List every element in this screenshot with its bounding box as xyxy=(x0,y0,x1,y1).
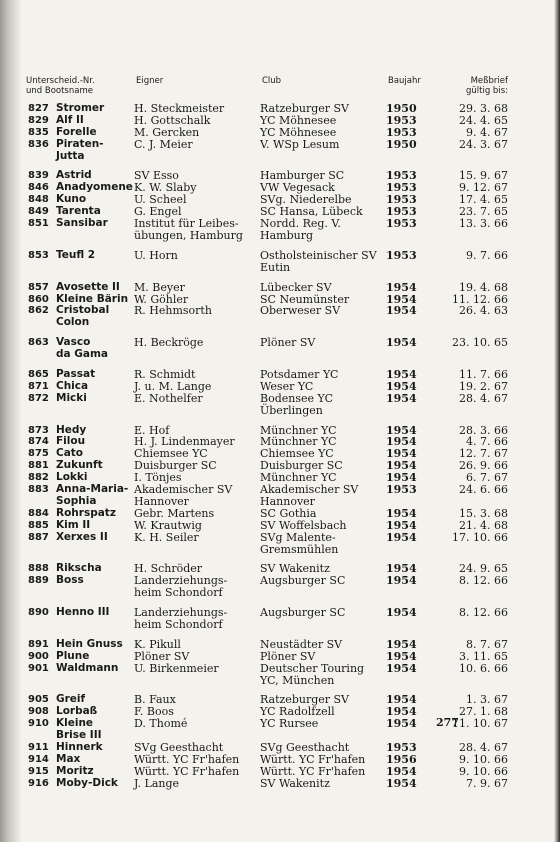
owner: U. Scheel xyxy=(134,193,187,207)
club: Oberweser SV xyxy=(260,304,341,318)
certificate-valid-until: 23. 7. 65 xyxy=(459,205,508,219)
owner: U. Horn xyxy=(134,248,178,262)
boat-name: Piraten- xyxy=(56,137,104,150)
boat-number: 836 xyxy=(28,138,49,150)
boat-name: Vasco xyxy=(56,336,91,349)
boat-name: Kleine Bärin xyxy=(56,292,129,305)
boat-name: Lorbaß xyxy=(56,705,98,718)
table-row xyxy=(0,139,560,163)
certificate-valid-until: 27. 1. 68 xyxy=(459,705,508,719)
certificate-valid-until: 28. 3. 66 xyxy=(459,423,508,437)
certificate-valid-until: 9. 12. 67 xyxy=(459,181,508,195)
owner: K. H. Seiler xyxy=(134,530,199,544)
club: Ostholsteinischer SV xyxy=(260,248,377,262)
build-year: 1954 xyxy=(386,562,417,576)
boat-name: Boss xyxy=(56,574,84,587)
table-row xyxy=(0,718,560,742)
build-year: 1954 xyxy=(386,574,417,588)
owner: M. Beyer xyxy=(134,280,185,294)
owner: H. Steckmeister xyxy=(134,102,225,115)
build-year: 1953 xyxy=(386,741,417,755)
club: Hamburg xyxy=(260,228,314,242)
boat-number: 915 xyxy=(28,765,49,777)
build-year: 1954 xyxy=(386,764,417,778)
club: Münchner YC xyxy=(260,423,337,437)
table-row xyxy=(0,639,560,651)
club: Württ. YC Fr'hafen xyxy=(260,764,366,778)
table-row xyxy=(0,127,560,139)
club: Potsdamer YC xyxy=(260,368,339,381)
certificate-valid-until: 13. 3. 66 xyxy=(459,217,508,231)
certificate-valid-until: 1. 3. 67 xyxy=(466,693,508,707)
boat-name: Anna-Maria- xyxy=(56,483,129,496)
club: Eutin xyxy=(260,260,291,274)
header-nr xyxy=(26,76,95,96)
header-club: Club xyxy=(262,76,282,86)
certificate-valid-until: 9. 10. 66 xyxy=(459,752,508,766)
club: Hannover xyxy=(260,494,315,508)
boat-number: 882 xyxy=(28,472,49,484)
owner: Chiemsee YC xyxy=(134,447,208,461)
certificate-valid-until: 21. 4. 68 xyxy=(459,518,508,532)
boat-number: 905 xyxy=(28,694,49,706)
build-year: 1954 xyxy=(386,280,417,294)
club: Weser YC xyxy=(260,379,314,393)
build-year: 1954 xyxy=(386,368,417,381)
club: SVg. Niederelbe xyxy=(260,193,352,207)
build-year: 1954 xyxy=(386,776,417,790)
boat-number: 857 xyxy=(28,281,49,293)
build-year: 1954 xyxy=(386,506,417,520)
build-year: 1956 xyxy=(386,752,417,766)
boat-number: 901 xyxy=(28,662,49,674)
table-row xyxy=(0,381,560,393)
build-year: 1953 xyxy=(386,205,417,219)
certificate-valid-until: 15. 9. 67 xyxy=(459,169,508,183)
club: Nordd. Reg. V. xyxy=(260,217,341,231)
boat-name: Waldmann xyxy=(56,661,119,674)
club: Augsburger SC xyxy=(260,574,346,588)
club: Gremsmühlen xyxy=(260,542,339,556)
club: SC Gothia xyxy=(260,506,317,520)
club: Überlingen xyxy=(260,403,323,417)
certificate-valid-until: 24. 4. 65 xyxy=(459,113,508,127)
certificate-valid-until: 24. 6. 66 xyxy=(459,483,508,497)
boat-number: 853 xyxy=(28,249,49,261)
build-year: 1954 xyxy=(386,379,417,393)
boat-name: Sophia xyxy=(56,494,97,507)
build-year: 1953 xyxy=(386,217,417,231)
build-year: 1953 xyxy=(386,181,417,195)
owner: K. W. Slaby xyxy=(134,181,197,195)
club: SVg Geesthacht xyxy=(260,741,350,755)
certificate-valid-until: 9. 10. 66 xyxy=(459,764,508,778)
certificate-valid-until: 9. 7. 66 xyxy=(466,248,508,262)
boat-number: 875 xyxy=(28,448,49,460)
boat-number: 865 xyxy=(28,369,49,380)
build-year: 1954 xyxy=(386,717,417,731)
owner: Württ. YC Fr'hafen xyxy=(134,764,240,778)
boat-number: 883 xyxy=(28,484,49,496)
owner: Plöner SV xyxy=(134,649,190,663)
boat-number: 849 xyxy=(28,206,49,218)
boat-name: Hedy xyxy=(56,423,87,436)
boat-name: Kleine xyxy=(56,717,94,730)
build-year: 1954 xyxy=(386,471,417,485)
boat-name: Plune xyxy=(56,649,90,662)
boat-name: Max xyxy=(56,752,81,765)
boat-name: Filou xyxy=(56,435,86,448)
table-row xyxy=(0,663,560,687)
boat-number: 862 xyxy=(28,305,49,317)
certificate-valid-until: 24. 9. 65 xyxy=(459,562,508,576)
boat-name: Henno III xyxy=(56,606,110,619)
owner: F. Boos xyxy=(134,705,174,719)
certificate-valid-until: 17. 4. 65 xyxy=(459,193,508,207)
certificate-valid-until: 11. 10. 67 xyxy=(452,717,508,731)
owner: SVg Geesthacht xyxy=(134,741,224,755)
build-year: 1954 xyxy=(386,304,417,318)
boat-name: Lokki xyxy=(56,471,88,484)
boat-name: Avosette II xyxy=(56,280,120,293)
build-year: 1954 xyxy=(386,705,417,719)
owner: H. Beckröge xyxy=(134,336,204,350)
build-year: 1950 xyxy=(386,137,417,151)
owner: Landerziehungs- xyxy=(134,606,228,620)
boat-number: 874 xyxy=(28,436,49,448)
club: Duisburger SC xyxy=(260,459,343,473)
certificate-valid-until: 3. 11. 65 xyxy=(459,649,508,663)
build-year: 1954 xyxy=(386,292,417,306)
owner: heim Schondorf xyxy=(134,617,223,631)
certificate-valid-until: 24. 3. 67 xyxy=(459,137,508,151)
owner: K. Pikull xyxy=(134,637,181,651)
owner: SV Esso xyxy=(134,169,179,183)
boat-number: 889 xyxy=(28,575,49,587)
club: Hamburger SC xyxy=(260,169,345,183)
club: Münchner YC xyxy=(260,435,337,449)
boat-number: 914 xyxy=(28,753,49,765)
owner: I. Tönjes xyxy=(134,471,182,485)
build-year: 1954 xyxy=(386,693,417,707)
table-row xyxy=(0,115,560,127)
build-year: 1954 xyxy=(386,423,417,437)
certificate-valid-until: 12. 7. 67 xyxy=(459,447,508,461)
build-year: 1953 xyxy=(386,193,417,207)
boat-number: 890 xyxy=(28,607,49,619)
certificate-valid-until: 26. 9. 66 xyxy=(459,459,508,473)
build-year: 1954 xyxy=(386,530,417,544)
table-row xyxy=(0,282,560,294)
boat-number: 910 xyxy=(28,718,49,730)
owner: übungen, Hamburg xyxy=(134,228,243,242)
certificate-valid-until: 28. 4. 67 xyxy=(459,391,508,405)
club: YC Möhnesee xyxy=(260,113,337,127)
certificate-valid-until: 7. 9. 67 xyxy=(466,776,508,790)
certificate-valid-until: 11. 7. 66 xyxy=(459,368,508,381)
table-row xyxy=(0,778,560,790)
certificate-valid-until: 8. 12. 66 xyxy=(459,606,508,620)
build-year: 1953 xyxy=(386,125,417,139)
boat-name: Kim II xyxy=(56,518,91,531)
table-row xyxy=(0,218,560,242)
build-year: 1954 xyxy=(386,661,417,675)
club: VW Vegesack xyxy=(260,181,335,195)
club: Ratzeburger SV xyxy=(260,102,349,115)
boat-number: 872 xyxy=(28,392,49,404)
boat-name: Moritz xyxy=(56,764,94,777)
certificate-valid-until: 29. 3. 68 xyxy=(459,102,508,115)
table-row xyxy=(0,766,560,778)
owner: E. Hof xyxy=(134,423,170,437)
boat-number: 891 xyxy=(28,638,49,650)
boat-name: Hinnerk xyxy=(56,741,103,754)
certificate-valid-until: 10. 6. 66 xyxy=(459,661,508,675)
owner: H. Gottschalk xyxy=(134,113,211,127)
owner: Württ. YC Fr'hafen xyxy=(134,752,240,766)
club: Neustädter SV xyxy=(260,637,343,651)
club: Deutscher Touring xyxy=(260,661,365,675)
table-row xyxy=(0,651,560,663)
certificate-valid-until: 8. 7. 67 xyxy=(466,637,508,651)
boat-list xyxy=(0,103,560,790)
boat-name: Passat xyxy=(56,368,96,380)
certificate-valid-until: 8. 12. 66 xyxy=(459,574,508,588)
club: Lübecker SV xyxy=(260,280,332,294)
boat-number: 900 xyxy=(28,650,49,662)
boat-name: Stromer xyxy=(56,102,105,114)
boat-name: Sansibar xyxy=(56,217,108,230)
build-year: 1953 xyxy=(386,248,417,262)
boat-number: 911 xyxy=(28,742,49,754)
boat-number: 888 xyxy=(28,563,49,575)
club: Württ. YC Fr'hafen xyxy=(260,752,366,766)
club: SC Neumünster xyxy=(260,292,350,306)
boat-name: Astrid xyxy=(56,169,92,182)
header-nr-line1: Unterscheid.-Nr. xyxy=(26,76,95,86)
boat-name: Brise III xyxy=(56,729,102,742)
table-row xyxy=(0,250,560,274)
header-messbrief-line2: gültig bis: xyxy=(466,86,508,96)
table-row xyxy=(0,532,560,556)
club: SV Wakenitz xyxy=(260,562,330,576)
table-row xyxy=(0,393,560,417)
club: SV Wakenitz xyxy=(260,776,330,790)
owner: M. Gercken xyxy=(134,125,200,139)
club: Chiemsee YC xyxy=(260,447,334,461)
boat-name: Moby-Dick xyxy=(56,776,118,789)
table-row xyxy=(0,337,560,361)
table-row xyxy=(0,484,560,508)
build-year: 1954 xyxy=(386,336,417,350)
owner: W. Göhler xyxy=(134,292,189,306)
table-row xyxy=(0,508,560,520)
build-year: 1953 xyxy=(386,169,417,183)
boat-number: 887 xyxy=(28,531,49,543)
build-year: 1954 xyxy=(386,447,417,461)
boat-name: Rikscha xyxy=(56,562,102,575)
boat-name: Anadyomene xyxy=(56,181,133,194)
boat-number: 863 xyxy=(28,337,49,349)
owner: R. Hehmsorth xyxy=(134,304,212,318)
club: SV Woffelsbach xyxy=(260,518,347,532)
owner: Gebr. Martens xyxy=(134,506,215,520)
club: YC, München xyxy=(260,673,335,687)
certificate-valid-until: 19. 2. 67 xyxy=(459,379,508,393)
boat-name: Colon xyxy=(56,316,90,329)
certificate-valid-until: 6. 7. 67 xyxy=(466,471,508,485)
certificate-valid-until: 19. 4. 68 xyxy=(459,280,508,294)
club: Akademischer SV xyxy=(260,483,359,497)
build-year: 1954 xyxy=(386,518,417,532)
club: Plöner SV xyxy=(260,336,316,350)
club: Plöner SV xyxy=(260,649,316,663)
boat-name: da Gama xyxy=(56,348,108,361)
boat-name: Chica xyxy=(56,379,89,392)
owner: Akademischer SV xyxy=(134,483,233,497)
certificate-valid-until: 11. 12. 66 xyxy=(452,292,508,306)
boat-number: 881 xyxy=(28,460,49,472)
club: YC Möhnesee xyxy=(260,125,337,139)
club: SVg Malente- xyxy=(260,530,336,544)
club: Augsburger SC xyxy=(260,606,346,620)
owner: Duisburger SC xyxy=(134,459,217,473)
build-year: 1954 xyxy=(386,649,417,663)
owner: heim Schondorf xyxy=(134,586,223,600)
club: Ratzeburger SV xyxy=(260,693,349,707)
club: YC Radolfzell xyxy=(260,705,335,719)
boat-number: 885 xyxy=(28,519,49,531)
boat-name: Hein Gnuss xyxy=(56,637,123,650)
boat-name: Rohrspatz xyxy=(56,506,116,519)
owner: Landerziehungs- xyxy=(134,574,228,588)
table-row xyxy=(0,607,560,631)
club: Münchner YC xyxy=(260,471,337,485)
owner: J. u. M. Lange xyxy=(134,379,212,393)
boat-number: 908 xyxy=(28,706,49,718)
boat-number: 860 xyxy=(28,293,49,305)
owner: Hannover xyxy=(134,494,189,508)
owner: J. Lange xyxy=(134,776,180,790)
certificate-valid-until: 9. 4. 67 xyxy=(466,125,508,139)
build-year: 1954 xyxy=(386,637,417,651)
build-year: 1954 xyxy=(386,435,417,449)
boat-name: Cristobal xyxy=(56,304,110,317)
club: V. WSp Lesum xyxy=(260,137,340,151)
boat-name: Teufl 2 xyxy=(56,248,96,261)
page-number: 277 xyxy=(436,716,459,729)
header-eigner: Eigner xyxy=(136,76,164,86)
build-year: 1953 xyxy=(386,113,417,127)
boat-number: 835 xyxy=(28,126,49,138)
boat-name: Cato xyxy=(56,447,84,460)
owner: W. Krautwig xyxy=(134,518,202,532)
build-year: 1954 xyxy=(386,391,417,405)
boat-name: Xerxes II xyxy=(56,530,108,543)
owner: C. J. Meier xyxy=(134,137,193,151)
club: YC Rursee xyxy=(260,717,319,731)
table-row xyxy=(0,575,560,599)
boat-name: Kuno xyxy=(56,193,87,206)
club: Bodensee YC xyxy=(260,391,333,405)
owner: E. Nothelfer xyxy=(134,391,203,405)
boat-number: 871 xyxy=(28,380,49,392)
boat-name: Greif xyxy=(56,693,86,706)
certificate-valid-until: 26. 4. 63 xyxy=(459,304,508,318)
header-messbrief-line1: Meßbrief xyxy=(470,76,508,86)
build-year: 1954 xyxy=(386,606,417,620)
owner: U. Birkenmeier xyxy=(134,661,219,675)
owner: R. Schmidt xyxy=(134,368,196,381)
build-year: 1950 xyxy=(386,102,417,115)
boat-number: 916 xyxy=(28,777,49,789)
header-nr-line2: und Bootsname xyxy=(26,86,93,96)
boat-number: 873 xyxy=(28,424,49,436)
owner: H. Schröder xyxy=(134,562,203,576)
boat-number: 829 xyxy=(28,114,49,126)
boat-name: Tarenta xyxy=(56,205,101,218)
boat-number: 827 xyxy=(28,103,49,114)
boat-name: Zukunft xyxy=(56,459,103,472)
club: SC Hansa, Lübeck xyxy=(260,205,363,219)
table-row xyxy=(0,520,560,532)
boat-name: Alf II xyxy=(56,113,84,126)
header-messbrief xyxy=(430,76,508,96)
boat-name: Jutta xyxy=(56,149,85,162)
boat-number: 884 xyxy=(28,507,49,519)
table-row xyxy=(0,305,560,329)
certificate-valid-until: 23. 10. 65 xyxy=(452,336,508,350)
boat-number: 851 xyxy=(28,218,49,230)
owner: Institut für Leibes- xyxy=(134,217,239,231)
boat-number: 846 xyxy=(28,182,49,194)
boat-name: Micki xyxy=(56,391,87,404)
header-baujahr: Baujahr xyxy=(388,76,421,86)
boat-number: 839 xyxy=(28,170,49,182)
owner: B. Faux xyxy=(134,693,176,707)
owner: H. J. Lindenmayer xyxy=(134,435,235,449)
owner: D. Thomé xyxy=(134,717,188,731)
certificate-valid-until: 17. 10. 66 xyxy=(452,530,508,544)
build-year: 1954 xyxy=(386,459,417,473)
boat-number: 848 xyxy=(28,194,49,206)
certificate-valid-until: 4. 7. 66 xyxy=(466,435,508,449)
certificate-valid-until: 15. 3. 68 xyxy=(459,506,508,520)
build-year: 1953 xyxy=(386,483,417,497)
boat-name: Forelle xyxy=(56,125,97,138)
owner: G. Engel xyxy=(134,205,182,219)
certificate-valid-until: 28. 4. 67 xyxy=(459,741,508,755)
